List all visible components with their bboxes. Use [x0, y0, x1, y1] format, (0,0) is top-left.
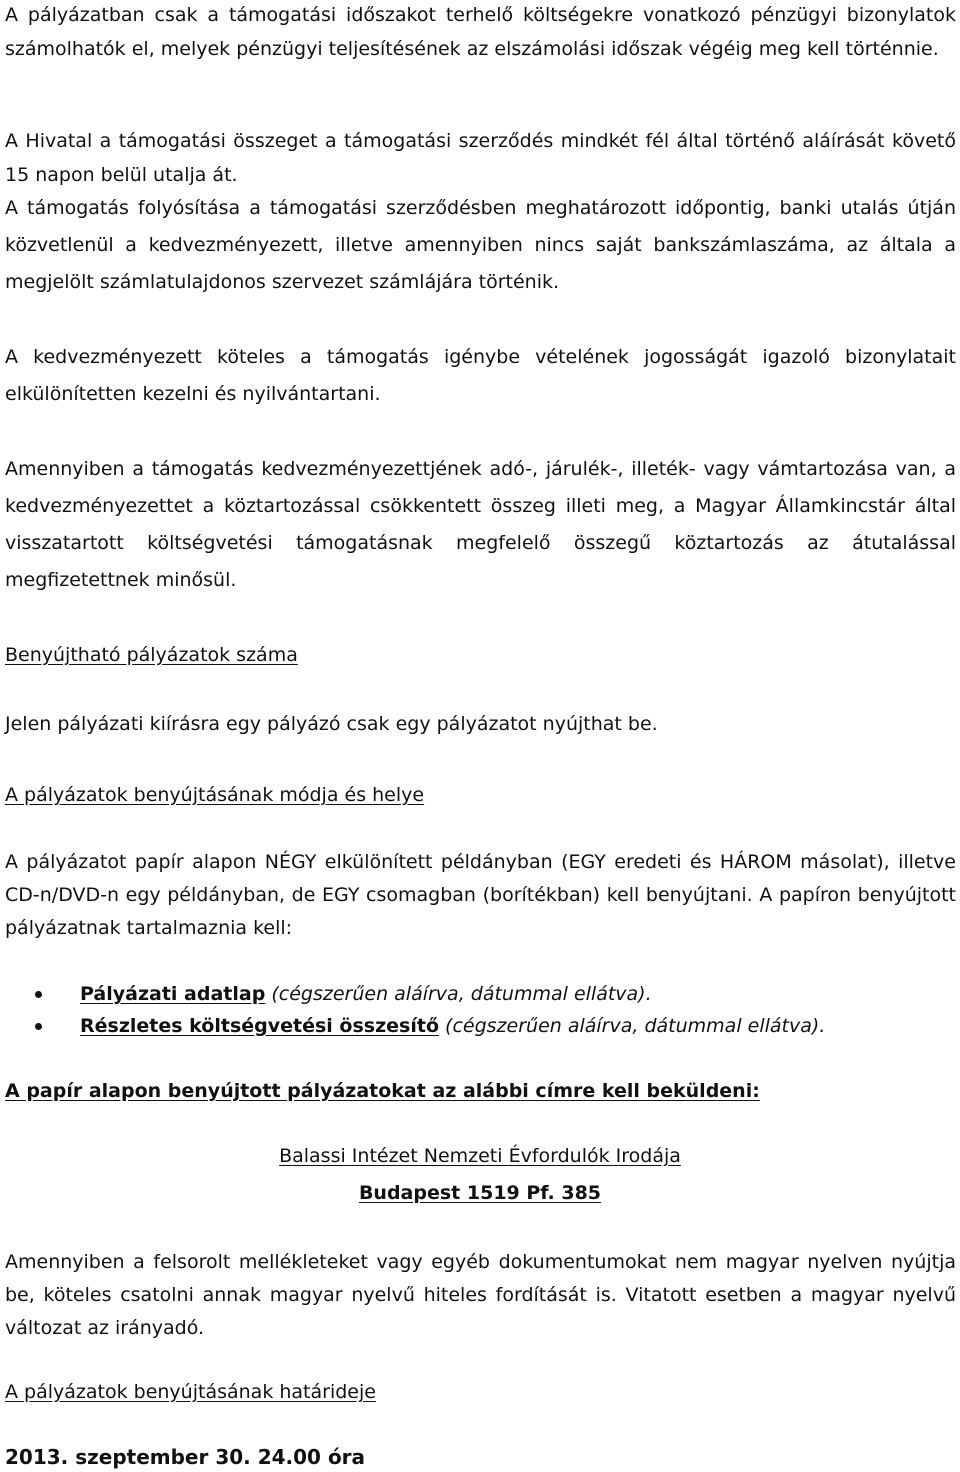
required-documents-list: [80, 978, 825, 1042]
list-item-title: Pályázati adatlap: [80, 983, 266, 1005]
list-item: [80, 1010, 825, 1042]
list-item-note: (cégszerűen aláírva, dátummal ellátva).: [271, 983, 652, 1005]
heading-mailing-address: A papír alapon benyújtott pályázatokat az alábbi címre kell beküldeni:: [5, 1080, 760, 1102]
address-line-1: Balassi Intézet Nemzeti Évfordulók Irodája: [279, 1145, 681, 1167]
paragraph-records: A kedvezményezett köteles a támogatás igénybe vételének jogosságát igazoló bizonylatait elkülönítetten kezelni és nyilvántartani.: [5, 346, 956, 405]
heading-deadline: A pályázatok benyújtásának határideje: [5, 1381, 376, 1403]
list-item: [80, 978, 825, 1010]
paragraph-copies: A pályázatot papír alapon NÉGY elkülönített példányban (EGY eredeti és HÁROM másolat), illetve CD-n/DVD-n egy példányban, de EGY csomagban (borítékban) kell benyújtani. A papíron benyújtott pályázatnak tartalmaznia kell:: [5, 851, 956, 939]
list-item-note: (cégszerűen aláírva, dátummal ellátva).: [445, 1015, 826, 1037]
list-item-title: Részletes költségvetési összesítő: [80, 1015, 439, 1037]
bullet-icon: [35, 1023, 42, 1030]
paragraph-settlement: A pályázatban csak a támogatási időszakot terhelő költségekre vonatkozó pénzügyi bizonylatok számolhatók el, melyek pénzügyi teljesítésének az elszámolási időszak végéig meg kell történnie.: [5, 4, 956, 60]
heading-number-of-applications: Benyújtható pályázatok száma: [5, 644, 298, 666]
paragraph-translation: Amennyiben a felsorolt mellékleteket vagy egyéb dokumentumokat nem magyar nyelven nyújtja be, köteles csatolni annak magyar nyelvű hiteles fordítását is. Vitatott esetben a magyar nyelvű változat az irányadó.: [5, 1251, 956, 1339]
deadline-date: 2013. szeptember 30. 24.00 óra: [5, 1445, 366, 1469]
address-line-2: Budapest 1519 Pf. 385: [358, 1182, 602, 1204]
paragraph-one-application: Jelen pályázati kiírásra egy pályázó csak egy pályázatot nyújthat be.: [5, 713, 658, 735]
paragraph-transfer: A Hivatal a támogatási összeget a támogatási szerződés mindkét fél által történő aláírását követő 15 napon belül utalja át.: [5, 130, 956, 186]
bullet-icon: [35, 991, 42, 998]
heading-submission-method: A pályázatok benyújtásának módja és helye: [5, 784, 425, 806]
paragraph-debt: Amennyiben a támogatás kedvezményezettjének adó-, járulék-, illeték- vagy vámtartozása van, a kedvezményezettet a köztartozással csökkentett összeg illeti meg, a Magyar Államkincstár által visszatartott költségvetési támogatásnak megfelelő összegű köztartozás az átutalással megfizetettnek minősül.: [5, 458, 956, 591]
paragraph-disbursement: A támogatás folyósítása a támogatási szerződésben meghatározott időpontig, banki utalás útján közvetlenül a kedvezményezett, illetve amennyiben nincs saját bankszámlaszáma, az általa a megjelölt számlatulajdonos szervezet számlájára történik.: [5, 197, 956, 293]
